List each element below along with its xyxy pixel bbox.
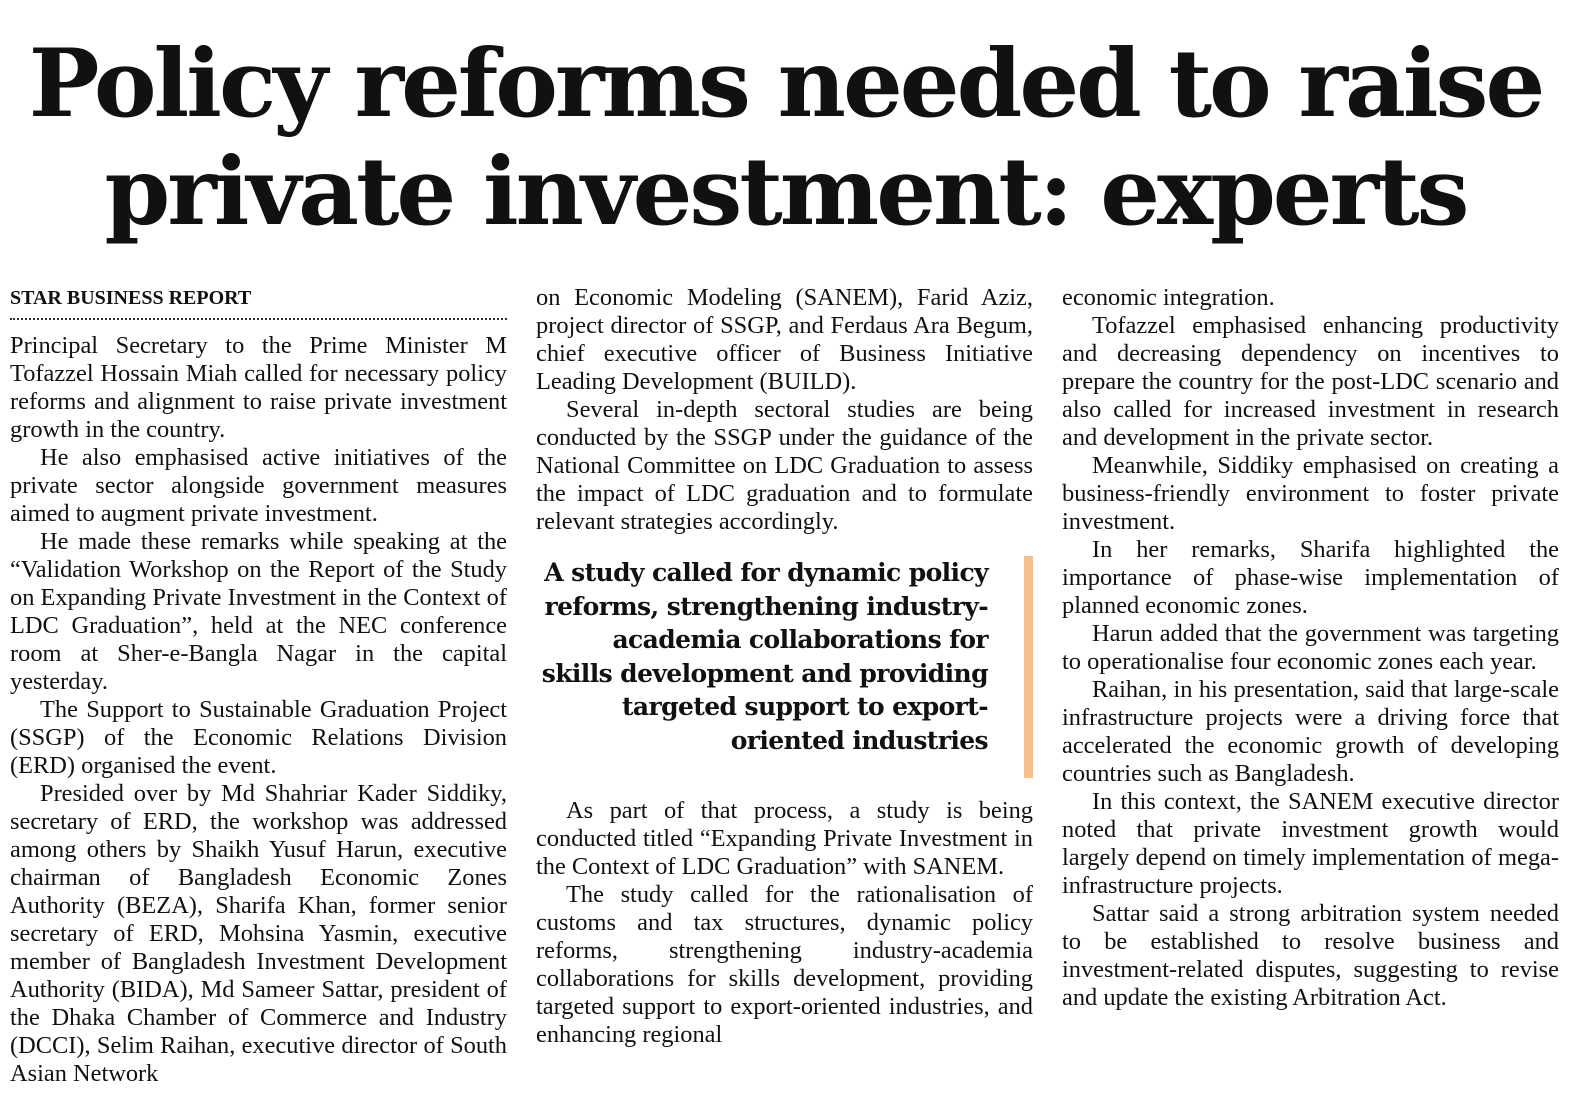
paragraph: The study called for the rationalisation of customs and tax structures, dynamic policy reforms, strengthening industry-academia collaborations for skills development, providing targeted support to export-oriented industries, and enhancing regional bbox=[536, 881, 1033, 1048]
paragraph: He also emphasised active initiatives of the private sector alongside government measures aimed to augment private investment. bbox=[10, 444, 507, 527]
paragraph: Raihan, in his presentation, said that large-scale infrastructure projects were a driving force that accelerated the economic growth of developing countries such as Bangladesh. bbox=[1062, 676, 1559, 787]
paragraph: In this context, the SANEM executive director noted that private investment growth would largely depend on timely implementation of mega-infrastructure projects. bbox=[1062, 788, 1559, 899]
paragraph: Tofazzel emphasised enhancing productivity and decreasing dependency on incentives to prepare the country for the post-LDC scenario and also called for increased investment in research and development in the private sector. bbox=[1062, 312, 1559, 451]
paragraph: Sattar said a strong arbitration system needed to be established to resolve business and investment-related disputes, suggesting to revise and update the existing Arbitration Act. bbox=[1062, 900, 1559, 1011]
article-column-1 bbox=[10, 284, 507, 1088]
pull-quote bbox=[536, 556, 1033, 757]
paragraph: economic integration. bbox=[1062, 284, 1275, 311]
paragraph: Harun added that the government was targeting to operationalise four economic zones each year. bbox=[1062, 620, 1559, 675]
headline: Policy reforms needed to raise private investment: experts bbox=[28, 29, 1543, 247]
pull-quote-text: A study called for dynamic policy reforms, strengthening industry-academia collaborations for skills development and providing targeted support to export-oriented industries bbox=[541, 558, 988, 755]
byline: STAR BUSINESS REPORT bbox=[10, 287, 252, 309]
paragraph: Meanwhile, Siddiky emphasised on creating a business-friendly environment to foster private investment. bbox=[1062, 452, 1559, 535]
paragraph: He made these remarks while speaking at the “Validation Workshop on the Report of the Study on Expanding Private Investment in the Context of LDC Graduation”, held at the NEC conference room at Sher-e-Bangla Nagar in the capital yesterday. bbox=[10, 528, 507, 695]
article-column-3 bbox=[1062, 284, 1559, 1012]
paragraph: on Economic Modeling (SANEM), Farid Aziz, project director of SSGP, and Ferdaus Ara Begum, chief executive officer of Business Initiative Leading Development (BUILD). bbox=[536, 284, 1033, 395]
pull-quote-accent-bar bbox=[1024, 556, 1033, 778]
article-column-2 bbox=[536, 284, 1033, 1049]
paragraph: In her remarks, Sharifa highlighted the importance of phase-wise implementation of planned economic zones. bbox=[1062, 536, 1559, 619]
paragraph: The Support to Sustainable Graduation Project (SSGP) of the Economic Relations Division (ERD) organised the event. bbox=[10, 696, 507, 779]
paragraph: Several in-depth sectoral studies are being conducted by the SSGP under the guidance of the National Committee on LDC Graduation to assess the impact of LDC graduation and to formulate relevant strategies accordingly. bbox=[536, 396, 1033, 535]
byline-divider bbox=[10, 318, 507, 320]
paragraph: Principal Secretary to the Prime Minister M Tofazzel Hossain Miah called for necessary policy reforms and alignment to raise private investment growth in the country. bbox=[10, 332, 507, 443]
paragraph: Presided over by Md Shahriar Kader Siddiky, secretary of ERD, the workshop was addressed among others by Shaikh Yusuf Harun, executive chairman of Bangladesh Economic Zones Authority (BEZA), Sharifa Khan, former senior secretary of ERD, Mohsina Yasmin, executive member of Bangladesh Investment Development Authority (BIDA), Md Sameer Sattar, president of the Dhaka Chamber of Commerce and Industry (DCCI), Selim Raihan, executive director of South Asian Network bbox=[10, 780, 507, 1087]
paragraph: As part of that process, a study is being conducted titled “Expanding Private Investment in the Context of LDC Graduation” with SANEM. bbox=[536, 797, 1033, 880]
